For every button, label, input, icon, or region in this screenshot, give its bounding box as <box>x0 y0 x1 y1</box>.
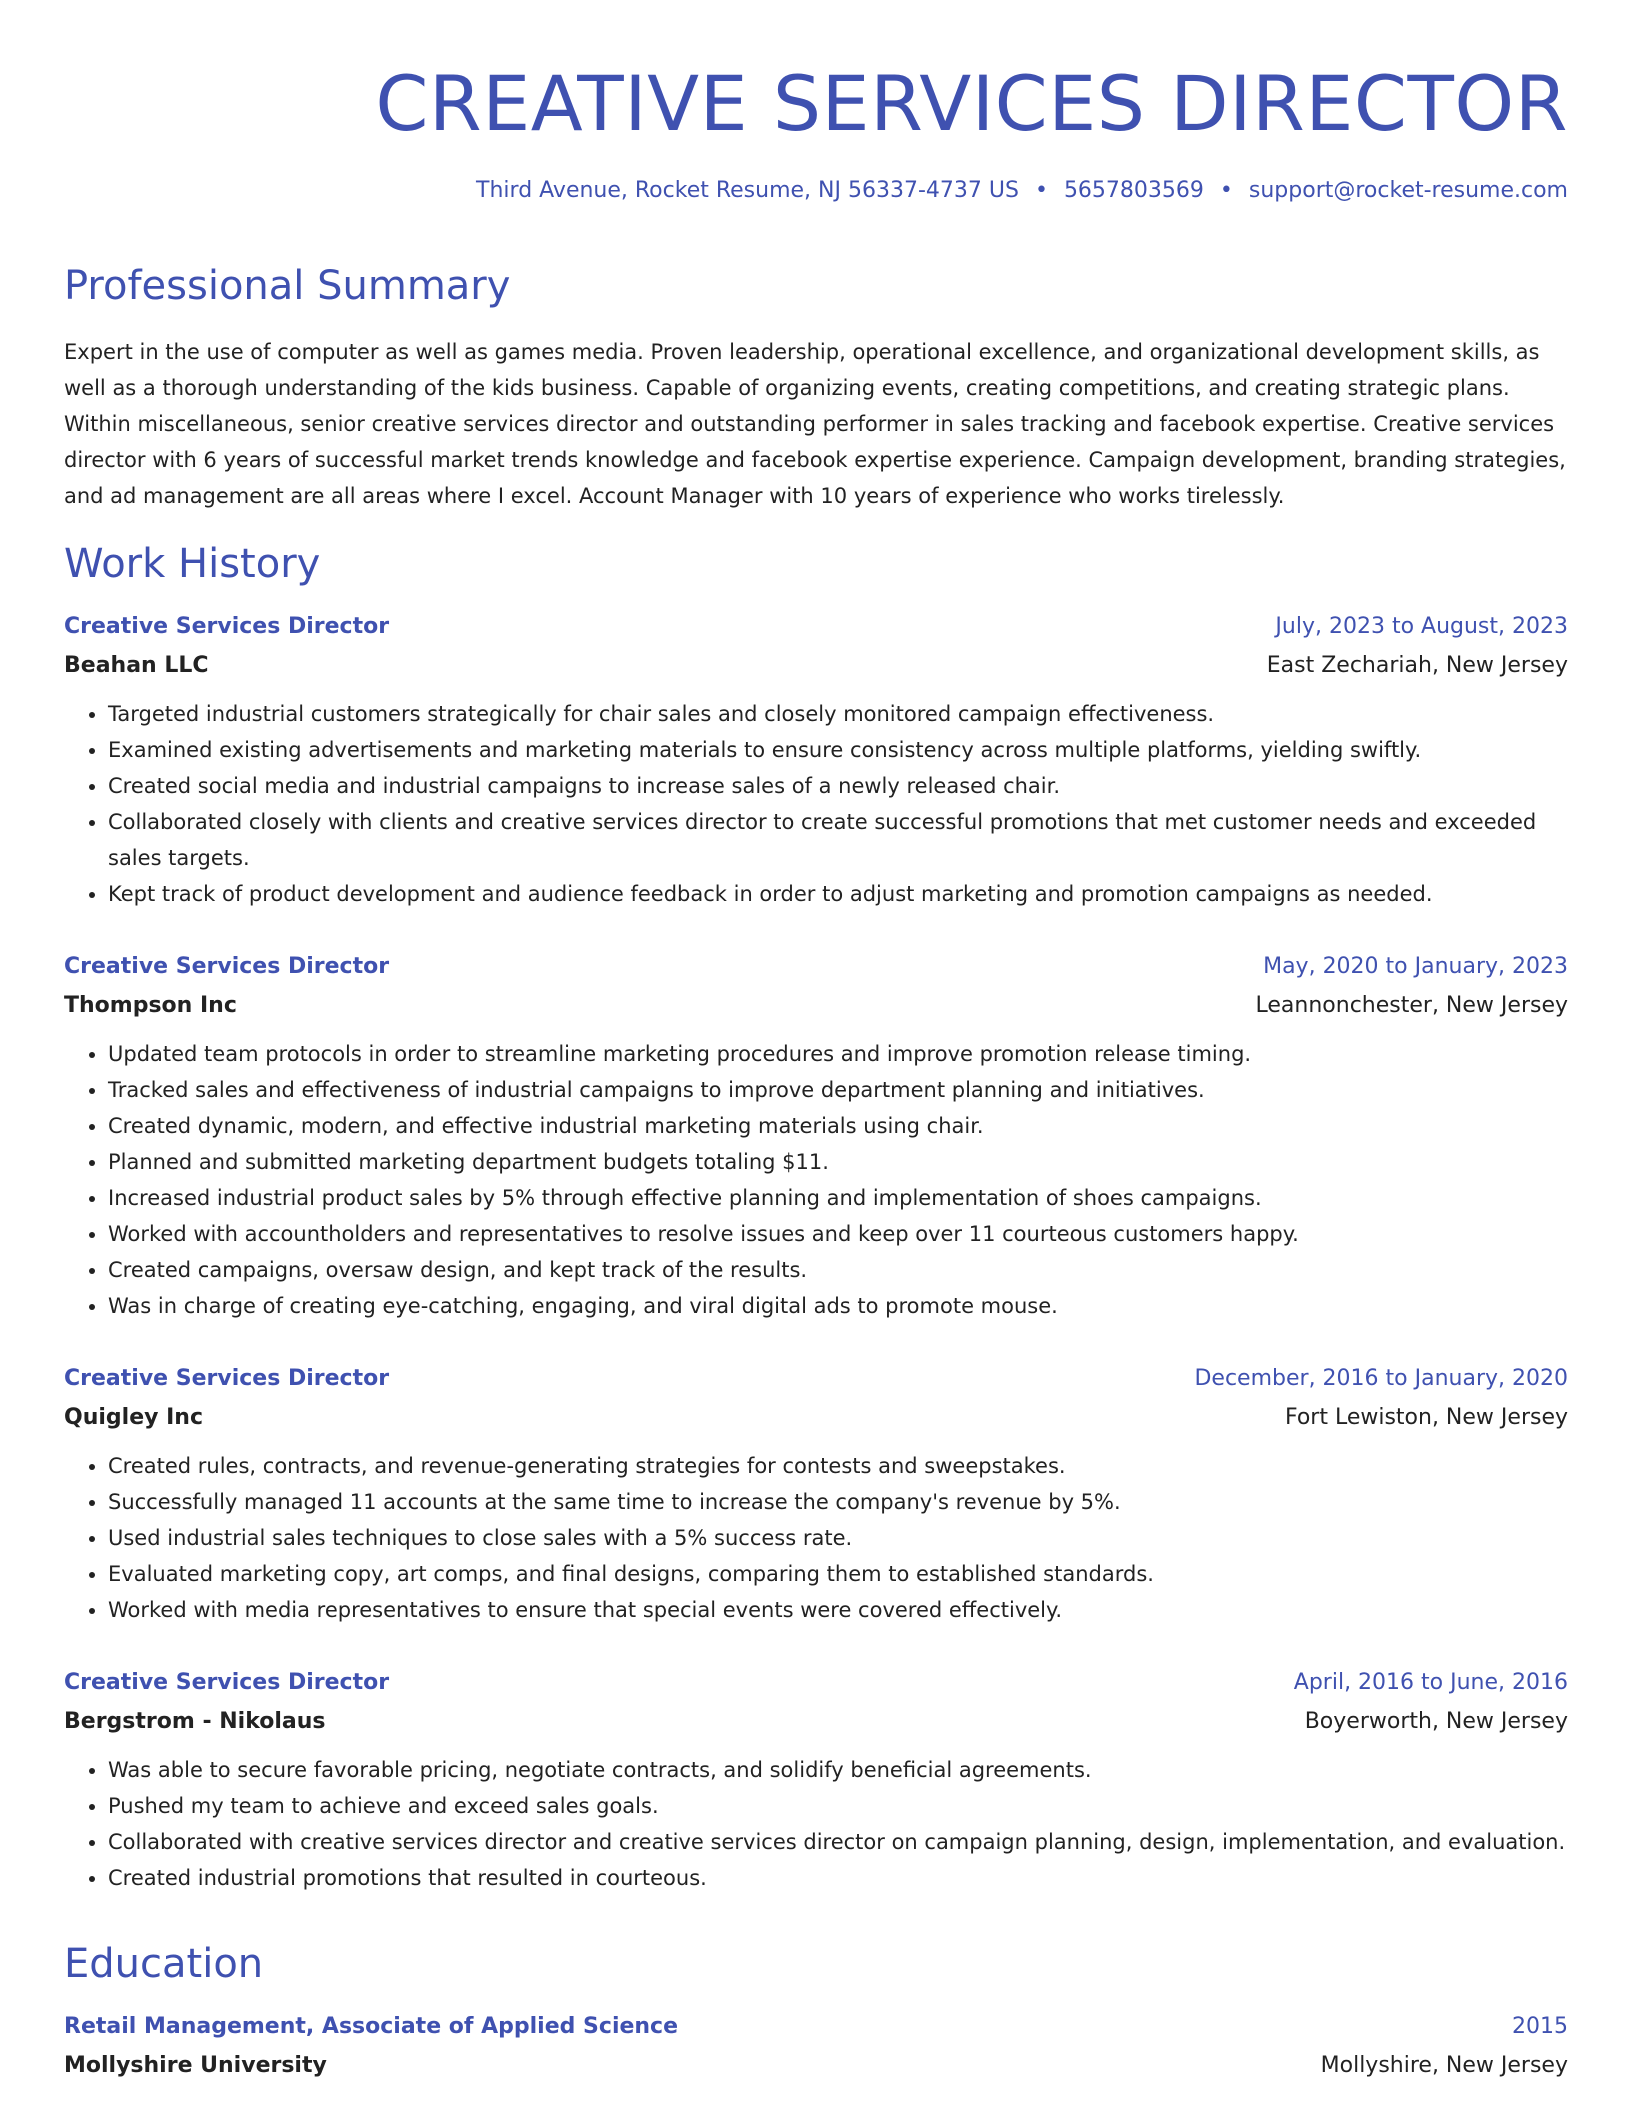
education-entry <box>64 2008 1568 2086</box>
job-bullet: • Updated team protocols in order to streamline marketing procedures and improve promotion release timing. <box>108 1036 1568 1072</box>
resume-name: CREATIVE SERVICES DIRECTOR <box>375 59 1568 148</box>
job-title: Creative Services Director <box>64 1670 390 1695</box>
job-entry <box>64 608 1568 912</box>
job-bullet: • Worked with media representatives to ensure that special events were covered effectively. <box>108 1592 1568 1628</box>
job-header-row <box>64 608 1568 646</box>
job-dates: December, 2016 to January, 2020 <box>1194 1366 1568 1391</box>
job-bullets <box>64 1752 1568 1896</box>
job-company-row <box>64 646 1568 686</box>
job-bullets <box>64 1448 1568 1628</box>
job-bullet: • Created industrial promotions that resulted in courteous. <box>108 1860 1568 1896</box>
job-company: Thompson Inc <box>64 993 237 1018</box>
section-title-education: Education <box>64 1941 264 1987</box>
job-dates: May, 2020 to January, 2023 <box>1263 954 1568 979</box>
job-company-row <box>64 986 1568 1026</box>
contact-email[interactable]: support@rocket-resume.com <box>1248 178 1568 203</box>
education-header-row <box>64 2008 1568 2046</box>
job-entry <box>64 1360 1568 1628</box>
job-bullet: • Used industrial sales techniques to close sales with a 5% success rate. <box>108 1520 1568 1556</box>
education-school-row <box>64 2046 1568 2086</box>
job-bullet: • Pushed my team to achieve and exceed sales goals. <box>108 1788 1568 1824</box>
job-entry <box>64 948 1568 1324</box>
job-bullet: • Successfully managed 11 accounts at the same time to increase the company's revenue by 5%. <box>108 1484 1568 1520</box>
job-title: Creative Services Director <box>64 1366 390 1391</box>
job-bullet: • Collaborated with creative services director and creative services director on campaign planning, design, implementation, and evaluation. <box>108 1824 1568 1860</box>
section-title-summary: Professional Summary <box>64 263 511 309</box>
summary-text: Expert in the use of computer as well as games media. Proven leadership, operational excellence, and organizational development skills, as well as a thorough understanding of the kids business. Capable of organizing events, creating competitions, and creating strategic plans. Within miscellaneous, senior creative services director and outstanding performer in sales tracking and facebook expertise. Creative services director with 6 years of successful market trends knowledge and facebook expertise experience. Campaign development, branding strategies, and ad management are all areas where I excel. Account Manager with 10 years of experience who works tirelessly. <box>64 340 1566 508</box>
contact-separator: • <box>1034 178 1048 203</box>
education-location: Mollyshire, New Jersey <box>1320 2053 1568 2078</box>
job-header-row <box>64 948 1568 986</box>
job-company-row <box>64 1702 1568 1742</box>
education-degree: Retail Management, Associate of Applied Science <box>64 2014 679 2039</box>
job-bullet: • Collaborated closely with clients and creative services director to create successful promotions that met customer needs and exceeded sales targets. <box>108 804 1568 876</box>
job-company: Bergstrom - Nikolaus <box>64 1709 326 1734</box>
job-bullet: • Was in charge of creating eye-catching, engaging, and viral digital ads to promote mouse. <box>108 1288 1568 1324</box>
education-school: Mollyshire University <box>64 2053 327 2078</box>
job-bullet: • Created social media and industrial campaigns to increase sales of a newly released chair. <box>108 768 1568 804</box>
job-company-row <box>64 1398 1568 1438</box>
job-location: Fort Lewiston, New Jersey <box>1284 1405 1568 1430</box>
job-bullet: • Increased industrial product sales by 5% through effective planning and implementation of shoes campaigns. <box>108 1180 1568 1216</box>
job-location: East Zechariah, New Jersey <box>1266 653 1568 678</box>
job-bullet: • Kept track of product development and audience feedback in order to adjust marketing and promotion campaigns as needed. <box>108 876 1568 912</box>
job-title: Creative Services Director <box>64 614 390 639</box>
job-location: Leannonchester, New Jersey <box>1255 993 1568 1018</box>
contact-line <box>476 176 1568 206</box>
contact-address: Third Avenue, Rocket Resume, NJ 56337-4737 US <box>476 178 1019 203</box>
contact-separator: • <box>1219 178 1233 203</box>
job-bullet: • Created campaigns, oversaw design, and kept track of the results. <box>108 1252 1568 1288</box>
job-bullet: • Examined existing advertisements and marketing materials to ensure consistency across multiple platforms, yielding swiftly. <box>108 732 1568 768</box>
contact-phone: 5657803569 <box>1063 178 1204 203</box>
job-bullet: • Worked with accountholders and representatives to resolve issues and keep over 11 courteous customers happy. <box>108 1216 1568 1252</box>
job-dates: July, 2023 to August, 2023 <box>1275 614 1568 639</box>
job-bullet: • Created dynamic, modern, and effective industrial marketing materials using chair. <box>108 1108 1568 1144</box>
job-header-row <box>64 1664 1568 1702</box>
job-title: Creative Services Director <box>64 954 390 979</box>
job-bullet: • Planned and submitted marketing department budgets totaling $11. <box>108 1144 1568 1180</box>
education-year: 2015 <box>1512 2014 1568 2039</box>
job-bullet: • Tracked sales and effectiveness of industrial campaigns to improve department planning and initiatives. <box>108 1072 1568 1108</box>
job-entry <box>64 1664 1568 1896</box>
job-company: Beahan LLC <box>64 653 209 678</box>
job-location: Boyerworth, New Jersey <box>1304 1709 1568 1734</box>
job-bullet: • Targeted industrial customers strategically for chair sales and closely monitored campaign effectiveness. <box>108 696 1568 732</box>
job-header-row <box>64 1360 1568 1398</box>
job-bullet: • Created rules, contracts, and revenue-generating strategies for contests and sweepstakes. <box>108 1448 1568 1484</box>
job-bullet: • Evaluated marketing copy, art comps, and final designs, comparing them to established standards. <box>108 1556 1568 1592</box>
job-bullets <box>64 1036 1568 1324</box>
job-bullet: • Was able to secure favorable pricing, negotiate contracts, and solidify beneficial agreements. <box>108 1752 1568 1788</box>
job-dates: April, 2016 to June, 2016 <box>1293 1670 1568 1695</box>
section-title-work-history: Work History <box>64 541 321 587</box>
job-company: Quigley Inc <box>64 1405 204 1430</box>
job-bullets <box>64 696 1568 912</box>
